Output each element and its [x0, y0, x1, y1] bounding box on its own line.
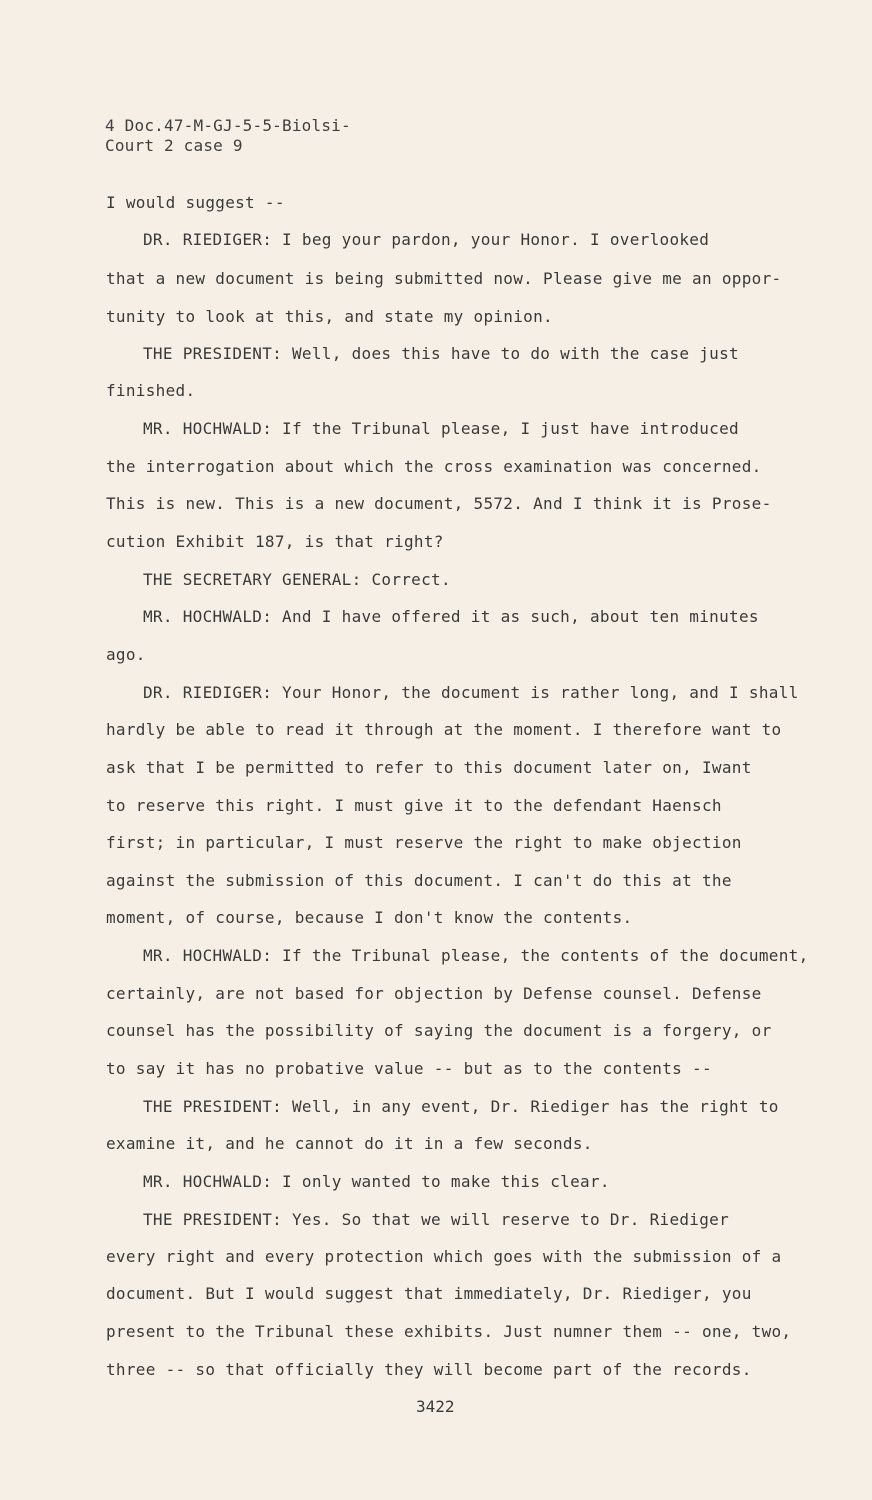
transcript-line: tunity to look at this, and state my opinion.: [106, 307, 553, 326]
transcript-line: hardly be able to read it through at the moment. I therefore want to: [106, 720, 782, 739]
transcript-line: certainly, are not based for objection by Defense counsel. Defense: [106, 984, 762, 1003]
transcript-line: DR. RIEDIGER: I beg your pardon, your Honor. I overlooked: [143, 230, 710, 249]
transcript-line: the interrogation about which the cross examination was concerned.: [106, 457, 762, 476]
transcript-line: counsel has the possibility of saying the document is a forgery, or: [106, 1021, 772, 1040]
transcript-line: present to the Tribunal these exhibits. Just numner them -- one, two,: [106, 1322, 792, 1341]
transcript-line: first; in particular, I must reserve the right to make objection: [106, 833, 742, 852]
transcript-line: cution Exhibit 187, is that right?: [106, 532, 444, 551]
transcript-line: ask that I be permitted to refer to this document later on, Iwant: [106, 758, 752, 777]
transcript-line: that a new document is being submitted now. Please give me an oppor-: [106, 269, 782, 288]
transcript-line: three -- so that officially they will become part of the records.: [106, 1360, 752, 1379]
page-number: 3422: [416, 1397, 455, 1416]
transcript-line: MR. HOCHWALD: I only wanted to make this clear.: [143, 1172, 610, 1191]
document-header: [105, 116, 351, 156]
transcript-line: to say it has no probative value -- but as to the contents --: [106, 1059, 712, 1078]
transcript-line: every right and every protection which goes with the submission of a: [106, 1247, 782, 1266]
transcript-line: MR. HOCHWALD: If the Tribunal please, I just have introduced: [143, 419, 739, 438]
transcript-line: This is new. This is a new document, 5572. And I think it is Prose-: [106, 494, 772, 513]
transcript-line: I would suggest --: [106, 193, 285, 212]
transcript-line: ago.: [106, 645, 146, 664]
transcript-line: finished.: [106, 381, 196, 400]
transcript-line: MR. HOCHWALD: And I have offered it as such, about ten minutes: [143, 607, 759, 626]
transcript-line: examine it, and he cannot do it in a few seconds.: [106, 1134, 593, 1153]
transcript-line: THE PRESIDENT: Well, does this have to do with the case just: [143, 344, 739, 363]
transcript-line: moment, of course, because I don't know the contents.: [106, 908, 633, 927]
transcript-line: DR. RIEDIGER: Your Honor, the document is rather long, and I shall: [143, 683, 799, 702]
transcript-line: MR. HOCHWALD: If the Tribunal please, the contents of the document,: [143, 946, 809, 965]
transcript-line: document. But I would suggest that immediately, Dr. Riediger, you: [106, 1284, 752, 1303]
transcript-line: to reserve this right. I must give it to the defendant Haensch: [106, 796, 722, 815]
transcript-line: THE SECRETARY GENERAL: Correct.: [143, 570, 451, 589]
transcript-line: against the submission of this document. I can't do this at the: [106, 871, 732, 890]
header-court: Court 2 case 9: [105, 136, 243, 155]
header-reference: 4 Doc.47-M-GJ-5-5-Biolsi-: [105, 116, 351, 135]
transcript-line: THE PRESIDENT: Well, in any event, Dr. Riediger has the right to: [143, 1097, 779, 1116]
transcript-line: THE PRESIDENT: Yes. So that we will reserve to Dr. Riediger: [143, 1210, 730, 1229]
